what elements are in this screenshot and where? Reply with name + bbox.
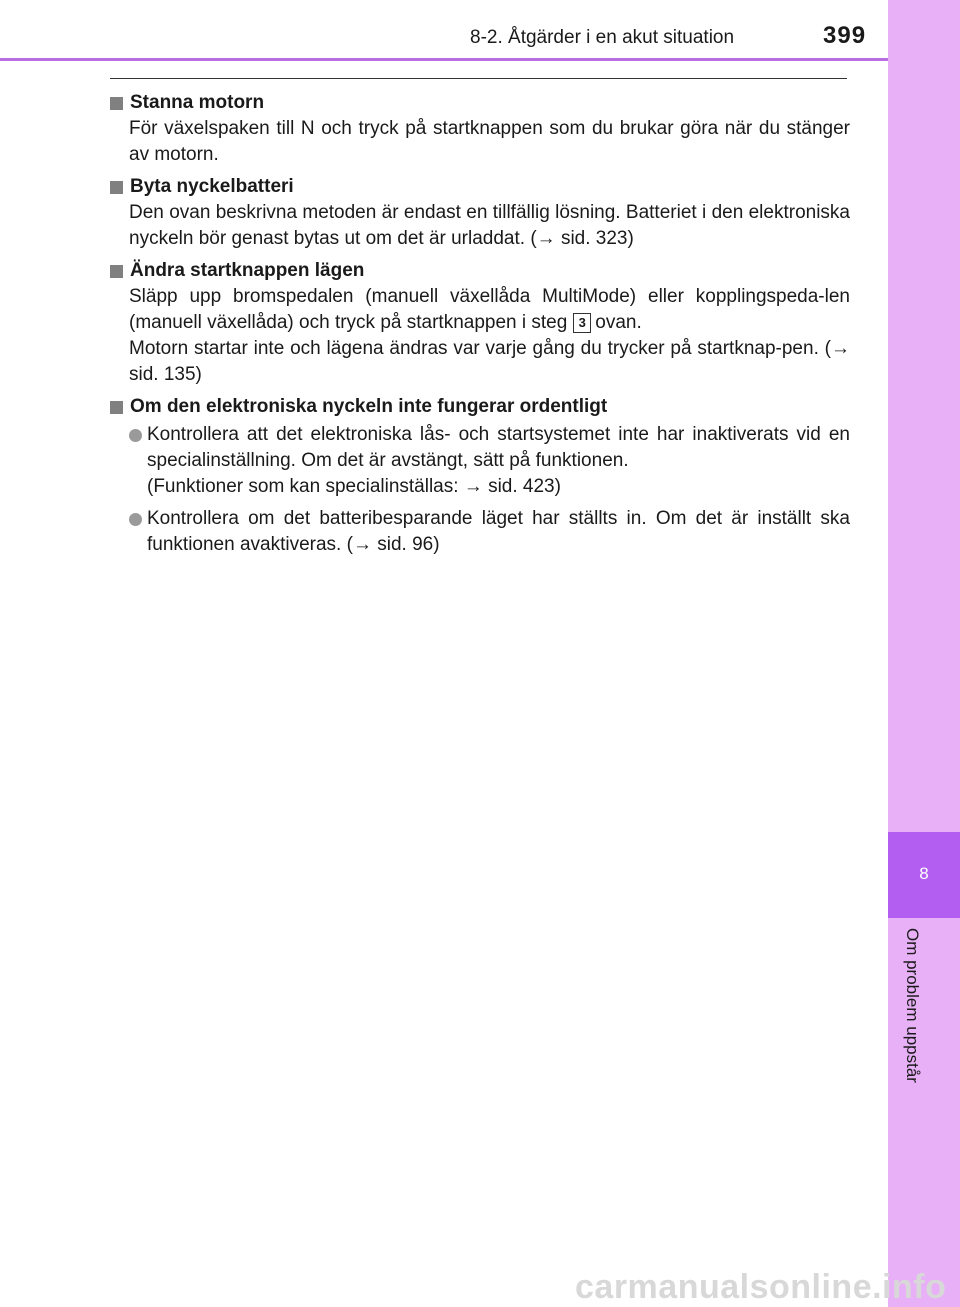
section-heading: [110, 258, 850, 284]
bullet-text: Kontrollera om det batteribesparande läget har ställts in. Om det är inställt ska funktionen avaktiveras. (→ sid. 96): [147, 508, 850, 555]
step-number-badge: 3: [573, 313, 591, 333]
section-heading: [110, 174, 850, 200]
page-number: 399: [823, 22, 867, 49]
chapter-side-tab: [888, 0, 960, 1307]
section-text: [129, 284, 850, 336]
heading-text: Stanna motorn: [130, 92, 265, 113]
heading-text: Byta nyckelbatteri: [130, 176, 294, 197]
header-divider: [0, 58, 888, 61]
page-content: [110, 90, 850, 564]
section-andra-startknappen: [110, 258, 850, 388]
section-text: Den ovan beskrivna metoden är endast en tillfällig lösning. Batteriet i den elektroniska nyckeln bör genast bytas ut om det är urladdat. (→ sid. 323): [129, 202, 850, 249]
section-title: 8-2. Åtgärder i en akut situation: [470, 27, 735, 48]
step-text-after: ovan.: [595, 312, 642, 333]
square-bullet-icon: [110, 265, 123, 278]
heading-text: Ändra startknappen lägen: [130, 260, 365, 281]
step-text-before: Släpp upp bromspedalen (manuell växellåda MultiMode) eller kopplingspeda-len (manuell växellåda) och tryck på startknappen i steg: [129, 286, 850, 333]
bullet-text-line2: (Funktioner som kan specialinställas: → sid. 423): [147, 476, 561, 497]
heading-text: Om den elektroniska nyckeln inte fungerar ordentligt: [130, 396, 608, 417]
square-bullet-icon: [110, 401, 123, 414]
section-heading: [110, 90, 850, 116]
watermark: carmanualsonline.info: [575, 1268, 947, 1306]
section-text-2: Motorn startar inte och lägena ändras var varje gång du trycker på startknap-pen. (→ sid. 135): [129, 338, 850, 385]
square-bullet-icon: [110, 97, 123, 110]
square-bullet-icon: [110, 181, 123, 194]
list-item: [129, 506, 850, 558]
section-heading: [110, 394, 850, 420]
chapter-number: 8: [919, 864, 929, 883]
circle-bullet-icon: [129, 513, 142, 526]
chapter-label: Om problem uppstår: [903, 928, 922, 1083]
circle-bullet-icon: [129, 429, 142, 442]
section-text: För växelspaken till N och tryck på startknappen som du brukar göra när du stänger av motorn.: [129, 118, 850, 165]
content-top-rule: [110, 78, 847, 79]
section-byta-nyckelbatteri: [110, 174, 850, 252]
bullet-text: Kontrollera att det elektroniska lås- och startsystemet inte har inaktiverats vid en specialinställning. Om det är avstängt, sätt på funktionen.: [147, 424, 850, 471]
section-nyckel-fungerar-ej: [110, 394, 850, 558]
list-item: [129, 422, 850, 500]
section-stanna-motorn: [110, 90, 850, 168]
